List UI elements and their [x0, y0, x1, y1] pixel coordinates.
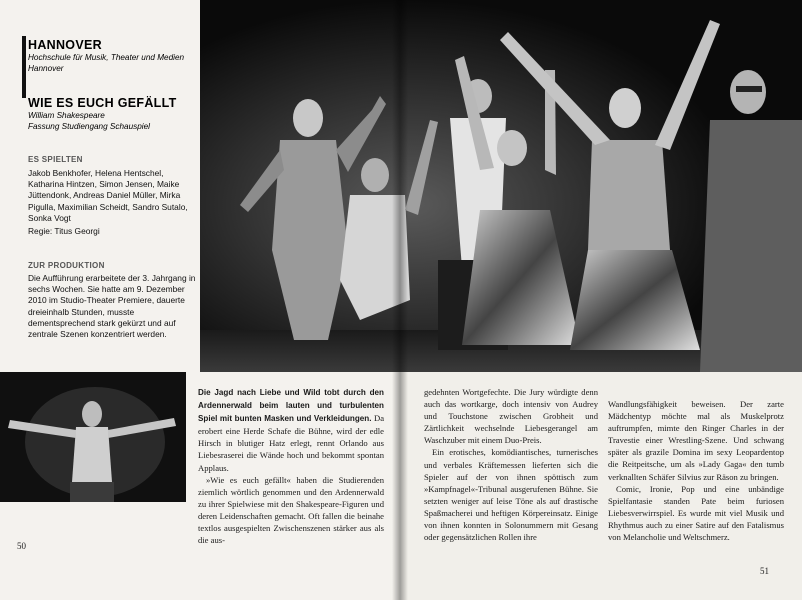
page-gutter — [392, 0, 408, 600]
body-column-2 — [424, 386, 598, 543]
lead-text: Die Jagd nach Liebe und Wild tobt durch den Ardennerwald beim lauten und turbulenten Spiel mit bunten Masken und Verkleidungen. — [198, 388, 384, 424]
city-heading: HANNOVER — [28, 38, 102, 52]
play-title: WIE ES EUCH GEFÄLLT — [28, 96, 177, 110]
col1-paragraph-2: »Wie es euch gefällt« haben die Studierenden ziemlich wörtlich genommen und den Ardennerwald zu ihrer Spielwiese mit den Shakespeare-Figuren und deren Leidenschaften gemacht. Oft fallen die beinahe textlos ausgespielten Zwischenszenen stärker aus als die aus- — [198, 474, 384, 546]
production-heading: ZUR PRODUKTION — [28, 261, 105, 270]
director-credit: Regie: Titus Georgi — [28, 226, 100, 236]
actor-photo — [0, 372, 186, 502]
page-number-right: 51 — [760, 566, 769, 576]
version: Fassung Studiengang Schauspiel — [28, 121, 150, 131]
production-text: Die Aufführung erarbeitete der 3. Jahrgang in sechs Wochen. Sie hatte am 9. Dezember 2010 im Studio-Theater Premiere, dauerte dreieinhalb Stunden, musste dementsprechend stark gekürzt und auf zentrale Szenen konzentriert werden. — [28, 273, 196, 340]
col3-paragraph-2: Comic, Ironie, Pop und eine unbändige Spielfantasie standen Pate beim furiosen Liebesverwirrspiel. Es wurde mit viel Musik und Rhythmus auch zu einer Satire auf den Fatalismus von Melancholie und Weltschmerz. — [608, 483, 784, 543]
institution: Hochschule für Musik, Theater und Medien Hannover — [28, 53, 185, 73]
body-column-1 — [198, 386, 384, 546]
author-version — [28, 111, 198, 132]
author: William Shakespeare — [28, 111, 105, 120]
page-number-left: 50 — [17, 541, 26, 551]
col1-paragraph-1: Da erobert eine Herde Schafe die Bühne, wird der edle Hirsch in blutiger Hatz erlegt, rennt Orlando aus Liebesraserei die Wände hoch und bekommt spontan Applaus. — [198, 413, 385, 473]
col3-paragraph-1: Wandlungsfähigkeit beweisen. Der zarte Mädchentyp möchte mal als Muskelprotz auftrumpfen, mimte den Ringer Charles in der Travestie einer Wrestling-Szene. Und schwang später als grazile Domina im sexy Leopardentop die Reitpeitsche, um als »Lady Gaga« den tumb verknallten Schäfer Silvius zur Räson zu bringen. — [608, 399, 784, 482]
stage-photo — [200, 0, 802, 372]
cast-list: Jakob Benkhofer, Helena Hentschel, Katharina Hintzen, Simon Jensen, Maike Jüttendonk, Andreas Daniel Müller, Mirka Pigulla, Maximilian Scheidt, Sandro Sutalo, Sonka Vogt — [28, 168, 188, 223]
body-column-3 — [608, 398, 784, 543]
section-marker — [22, 36, 26, 98]
col2-paragraph-2: Ein erotisches, komödiantisches, turnerisches und verbales Kräftemessen lieferten sich die Spieler auf der von ihnen spöttisch zum »Kampfnagel«-Tribunal ausgerufenen Bühne. Sie setzten weniger auf leise Töne als auf drastische Spaßmacherei und heftigen Körpereinsatz. Einige von ihnen konnten in Solonummern mit Gesang oder gegensätzlichen Rollen ihre — [424, 447, 598, 543]
col2-paragraph-1: gedehnten Wortgefechte. Die Jury würdigte denn auch das wortkarge, doch intensiv von Audrey und Touchstone zwischen Grobheit und Zärtlichkeit wechselnde Liebesgerangel am Waschzuber mit einem Duo-Preis. — [424, 387, 598, 446]
cast-heading: ES SPIELTEN — [28, 155, 83, 164]
